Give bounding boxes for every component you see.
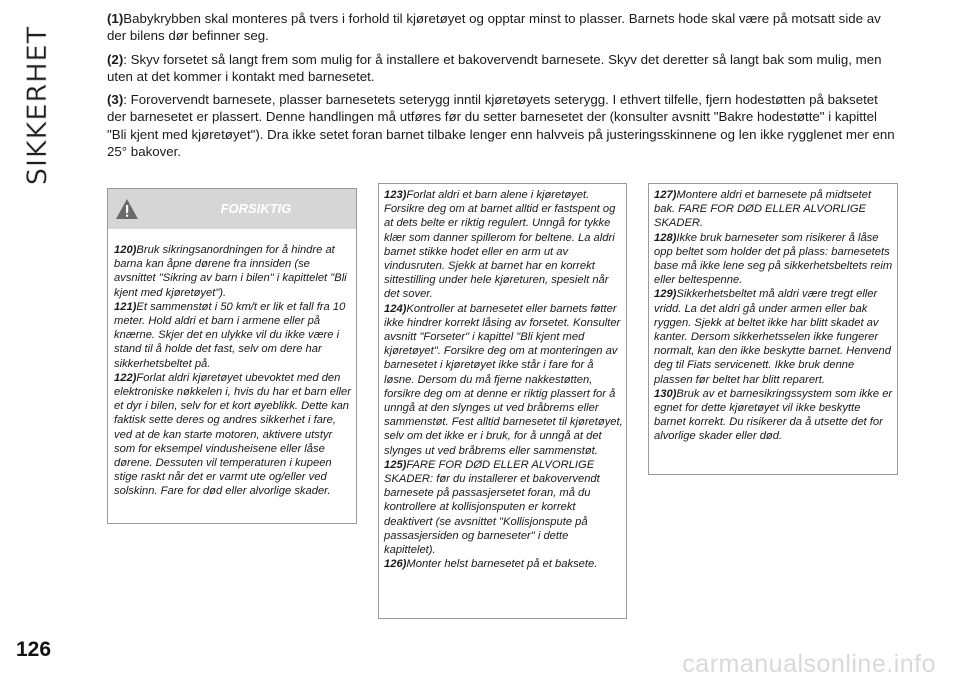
warning-text: Montere aldri et barnesete på midtsetet bak. FARE FOR DØD ELLER ALVORLIGE SKADER. xyxy=(654,189,872,230)
warning-text: Forlat aldri kjøretøyet ubevoktet med den elektroniske nøkkelen i, hvis du har et barn eller et dyr i bilen, selv for et kort øyeblikk. Dette kan faktisk sette deres og andres sikkerhet i fare, ved at de kan starte motoren, aktivere utstyr som for eksempel vindusheisene eller låse dørene. Dessuten vil temperaturen i kupeen stige raskt når det er varmt ute og/eller ved solskinn. Fare for død eller alvorlige skader. xyxy=(114,371,351,498)
warning-122 xyxy=(114,371,352,499)
warning-121 xyxy=(114,300,352,371)
warning-129 xyxy=(654,287,894,386)
section-side-label xyxy=(8,25,68,185)
warning-number: 122) xyxy=(114,371,137,384)
warning-123 xyxy=(384,188,623,302)
watermark: carmanualsonline.info xyxy=(682,650,936,678)
intro-text xyxy=(107,10,897,166)
warning-number: 121) xyxy=(114,300,137,313)
warning-125 xyxy=(384,458,623,557)
intro-marker-2: (2) xyxy=(107,51,124,67)
warning-number: 125) xyxy=(384,458,407,471)
warning-text: Bruk sikringsanordningen for å hindre at barna kan åpne dørene fra innsiden (se avsnittet "Sikring av barn i bilen" i kapittelet "Bli kjent med kjøretøyet"). xyxy=(114,244,347,299)
warning-127 xyxy=(654,188,894,231)
intro-marker-3: (3) xyxy=(107,92,124,108)
warning-number: 124) xyxy=(384,302,407,315)
warning-triangle-icon xyxy=(115,198,139,220)
warning-number: 129) xyxy=(654,288,677,301)
warning-text: Monter helst barnesetet på et baksete. xyxy=(406,558,598,571)
warning-number: 123) xyxy=(384,189,407,201)
warning-text: Forlat aldri et barn alene i kjøretøyet. Forsikre deg om at barnet alltid er fastspent og at dets belte er riktig regulert. Unngå for tykke klær som danner spillerom for beltene. La aldri barnet stikke hodet eller en arm ut av vindusruten. Sjekk at barnet har en korrekt sittestilling under hele kjøreturen, spesielt når det sover. xyxy=(384,189,616,301)
warning-124 xyxy=(384,302,623,458)
page-number: 126 xyxy=(16,638,52,661)
intro-text-3: : Forovervendt barnesete, plasser barnesetets seterygg inntil kjøretøyets seterygg. I ethvert tilfelle, fjern hodestøtten på baksetet der barnesetet er plassert. Denne handlingen må utføres før du setter barnesetet der (konsulter avsnitt "Bakre hodestøtte" i kapittel "Bli kjent med kjøretøyet"). Dra ikke setet foran barnet tilbake lenger enn halvveis på justeringsskinnene og len ikke rygglenet mer enn 25° bakover. xyxy=(107,92,895,160)
warnings-box-right xyxy=(648,183,898,475)
warnings-box-middle xyxy=(378,183,627,619)
caution-box xyxy=(107,188,357,524)
intro-paragraph-2 xyxy=(107,51,897,86)
caution-content xyxy=(108,229,356,499)
warning-text: Kontroller at barnesetet eller barnets føtter ikke hindrer korrekt låsing av forsetet. Konsulter avsnitt "Forseter" i kapittel "Bli kjent med kjøretøyet". Forsikre deg om at monteringen av barnesetet i kjøretøyet ikke står i fare for å løsne. Dersom du må fjerne nakkestøtten, forsikre deg om at denne er riktig plassert for å unngå at den slynges ut ved bråbrems eller sammenstøt. Fest alltid barnesetet til kjøretøyet, selv om det ikke er i bruk, for å unngå at det slynges ut ved bråbrems eller sammenstøt. xyxy=(384,302,623,457)
warning-126 xyxy=(384,557,623,571)
caution-title: FORSIKTIG xyxy=(220,200,292,216)
warning-number: 128) xyxy=(654,231,677,244)
intro-text-2: : Skyv forsetet så langt frem som mulig for å installere et bakovervendt barnesete. Skyv det deretter så langt bak som mulig, men uten at det kommer i kontakt med barnesetet. xyxy=(107,51,882,84)
warning-120 xyxy=(114,243,352,300)
warning-text: Ikke bruk barneseter som risikerer å låse opp beltet som holder det på plass: barnesetets base må ikke lene seg på sikkerhetsbeltets reim eller beltespenne. xyxy=(654,231,893,287)
intro-text-1: Babykrybben skal monteres på tvers i forhold til kjøretøyet og opptar minst to plasser. Barnets hode skal være på motsatt side av der bilens dør befinner seg. xyxy=(107,11,881,44)
warning-130 xyxy=(654,387,894,444)
warning-128 xyxy=(654,231,894,288)
intro-paragraph-1 xyxy=(107,10,897,45)
warning-text: FARE FOR DØD ELLER ALVORLIGE SKADER: før du installerer et bakovervendt barnesete på passasjersetet foran, må du kontrollere at kollisjonsputen er korrekt deaktivert (se avsnittet "Kollisjonspute på passasjersiden og barneseter" i dette kapittelet). xyxy=(384,458,600,557)
warning-number: 126) xyxy=(384,558,407,571)
warning-text: Bruk av et barnesikringssystem som ikke er egnet for dette kjøretøyet vil ikke beskytte barnet korrekt. Du risikerer da å utsette det for alvorlige skader eller død. xyxy=(654,387,893,443)
caution-header xyxy=(108,189,356,229)
intro-paragraph-3 xyxy=(107,91,897,160)
warning-number: 127) xyxy=(654,189,677,201)
warning-text: Sikkerhetsbeltet må aldri være tregt eller vridd. La det aldri gå under armen eller bak ryggen. Sjekk at beltet ikke har blitt skadet av kanter. Dersom sikkerhetsselen ikke fungerer normalt, kan den ikke beskytte barnet. Henvend deg til Fiats servicenett. Ikke bruk denne plassen før beltet har blitt reparert. xyxy=(654,288,891,386)
warning-number: 130) xyxy=(654,387,677,400)
warning-text: Et sammenstøt i 50 km/t er lik et fall fra 10 meter. Hold aldri et barn i armene eller på knærne. Skjer det en ulykke vil du ikke være i stand til å holde det fast, selv om dere har sikkerhetsbeltet på. xyxy=(114,300,346,370)
section-side-label-text: SIKKERHET xyxy=(22,25,54,185)
intro-marker-1: (1) xyxy=(107,11,124,26)
warning-number: 120) xyxy=(114,244,137,256)
